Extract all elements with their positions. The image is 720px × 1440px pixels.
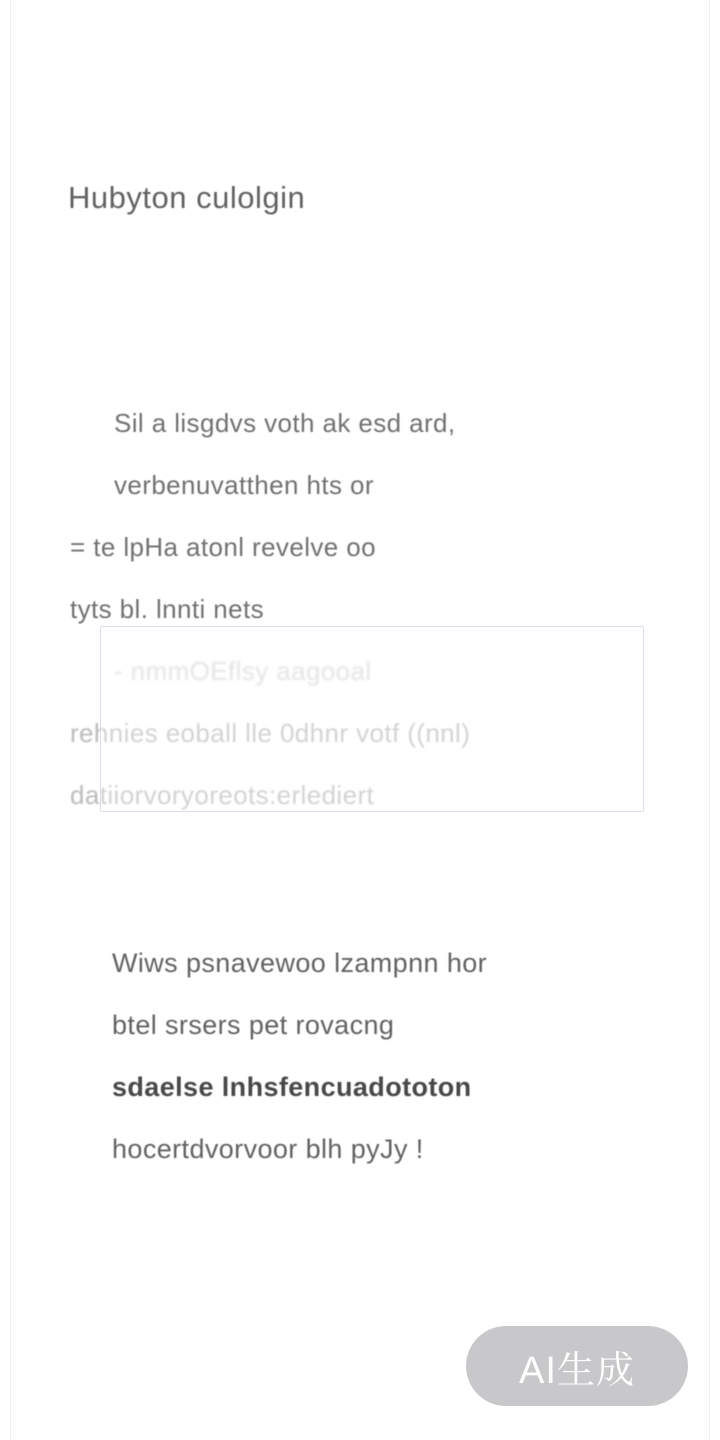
body-line: verbenuvatthen hts or [114, 470, 374, 500]
page-edge-left [10, 0, 11, 1440]
field-line: datiiorvoryoreots:erlediert [70, 780, 375, 810]
text-input-field[interactable] [100, 626, 644, 812]
field-line: - nmmOEflsy aagooal [114, 656, 372, 686]
page-edge-right [709, 0, 710, 1440]
body-line: = te lpHa atonl revelve oo [70, 532, 376, 562]
body-line: Sil a lisgdvs voth ak esd ard, [114, 408, 456, 438]
ai-watermark-badge [466, 1326, 688, 1406]
closing-line: hocertdvorvoor blh pyJy ! [112, 1134, 424, 1164]
closing-line: Wiws psnavewoo lzampnn hor [112, 948, 488, 978]
closing-paragraph [112, 932, 672, 1180]
closing-line: sdaelse lnhsfencuadototon [112, 1072, 472, 1102]
closing-line: btel srsers pet rovacng [112, 1010, 395, 1040]
ai-watermark-label: AI生成 [519, 1349, 635, 1392]
body-line: tyts bl. lnnti nets [70, 594, 265, 624]
field-line: rehnies eoball lle 0dhnr votf ((nnl) [70, 718, 471, 748]
page-title: Hubyton culolgin [68, 180, 306, 215]
